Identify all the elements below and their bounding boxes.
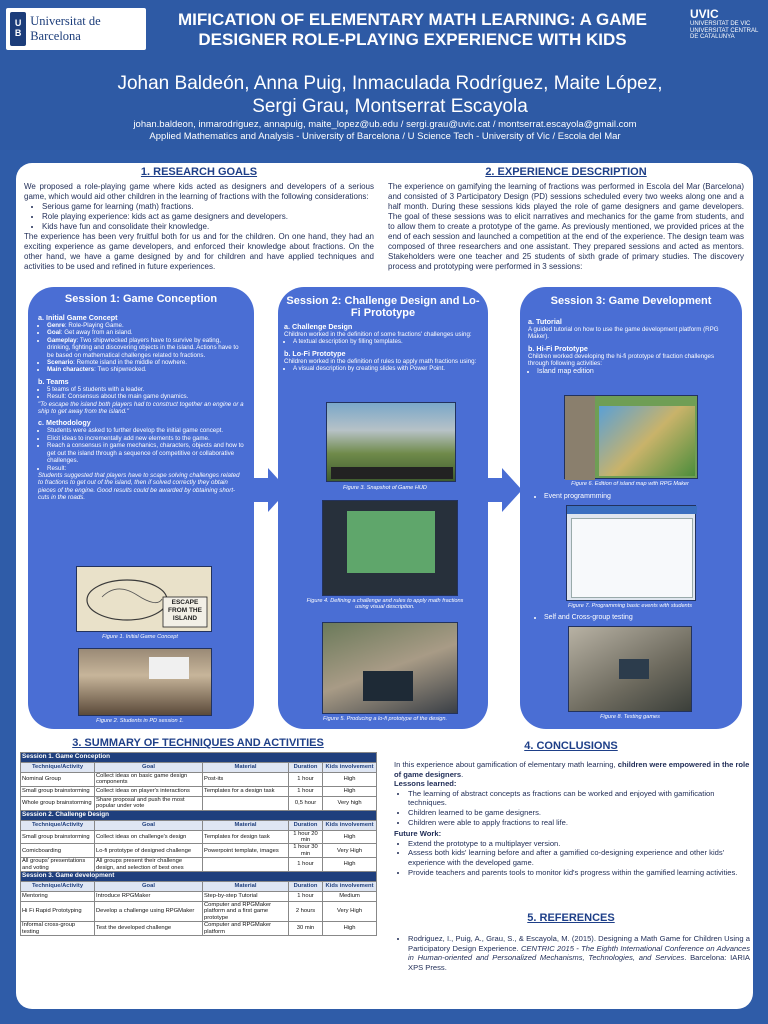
- column-header: Goal: [95, 763, 203, 773]
- table-cell: All groups' presentations and voting: [21, 858, 95, 872]
- future-work-heading: Future Work:: [394, 829, 442, 839]
- table-cell: Post-its: [203, 773, 289, 787]
- authors: Johan Baldeón, Anna Puig, Inmaculada Rodríguez, Maite López, Sergi Grau, Montserrat Escayola: [117, 73, 663, 117]
- session-row: [21, 810, 377, 820]
- escape-island-sign: ESCAPE FROM THE ISLAND: [168, 599, 202, 622]
- figure7-image: [566, 505, 696, 601]
- table-cell: Share proposal and push the most popular under vote: [95, 796, 203, 810]
- table-cell: 1 hour 20 min: [289, 830, 323, 844]
- table-cell: High: [323, 858, 377, 872]
- future-item: • Extend the prototype to a multiplayer version.: [408, 839, 750, 849]
- future-item: • Assess both kids' learning before and after a gamified co-designing experience and other kids' experience with the developed game.: [408, 848, 750, 867]
- column-header: Material: [203, 763, 289, 773]
- future-item: • Provide teachers and parents tools to monitor kid's progress within the gamified learning activities.: [408, 868, 750, 878]
- tile-palette: [565, 396, 595, 480]
- table-row: [21, 786, 377, 796]
- column-header: Material: [203, 820, 289, 830]
- table-cell: Powerpoint template, images: [203, 844, 289, 858]
- table-cell: Templates for a design task: [203, 786, 289, 796]
- table-row: [21, 830, 377, 844]
- table-cell: [203, 796, 289, 810]
- table-cell: Mentoring: [21, 892, 95, 902]
- column-header: Material: [203, 882, 289, 892]
- session2-a-text: Children worked in the definition of some fractions' challenges using:: [284, 331, 472, 338]
- ub-logo: [6, 8, 146, 50]
- references-text: [394, 934, 750, 972]
- session3-title: Session 3: Game Development: [550, 295, 712, 307]
- reference-item: • Rodriguez, I., Puig, A., Grau, S., & Escayola, M. (2015). Designing a Math Game for Children Using a Participatory Design Experience. CENTRIC 2015 - The Eighth International Conference on Advances in Human-oriented and Personalized Mechanisms, Technologies, and Services. Barcelona: IARIA XPS Press.: [408, 934, 750, 972]
- session2-title: Session 2: Challenge Design and Lo-Fi Prototype: [286, 295, 480, 319]
- figure1-caption: Figure 1. Initial Game Concept: [102, 634, 178, 640]
- table-cell: Comicboarding: [21, 844, 95, 858]
- table-cell: 0,5 hour: [289, 796, 323, 810]
- lesson-item: • The learning of abstract concepts as fractions can be worked and enjoyed with gamification techniques.: [408, 789, 750, 808]
- island-map-view: [599, 406, 695, 476]
- session1-b-heading: b. Teams: [38, 376, 69, 386]
- affiliations: Applied Mathematics and Analysis - University of Barcelona / U Science Tech - University of Vic / Escola del Mar: [149, 131, 621, 142]
- ub-shield-icon: U B: [10, 12, 26, 46]
- goal-item: • Kids have fun and consolidate their knowledge.: [42, 222, 374, 232]
- goal-item: • Role playing experience: kids act as game designers and developers.: [42, 212, 374, 222]
- table-header-row: [21, 763, 377, 773]
- session3-item2: • Event programmming: [544, 493, 611, 500]
- table-cell: Computer and RPGMaker platform: [203, 922, 289, 936]
- lesson-item: • Children were able to apply fractions to real life.: [408, 818, 750, 828]
- research-goals-heading: 1. RESEARCH GOALS: [140, 166, 258, 178]
- conclusions-text: In this experience about gamification of elementary math learning, children were empowered in the role of game designers. Lessons learned: • The learning of abstract concepts as fractions can be worked and enjoyed with gamification techniques. • Children learned to be game designers. • Children were able to apply fractions to real life. Future Work: • Extend the prototype to a multiplayer version. • Assess both kids' learning before and after a gamified co-designing experience and other kids' experience with the developed game. • Provide teachers and parents tools to monitor kid's progress within the gamified learning activities.: [394, 760, 750, 877]
- monitor: [619, 659, 649, 679]
- column-header: Technique/Activity: [21, 882, 95, 892]
- table-cell: High: [323, 922, 377, 936]
- figure2-photo: [78, 648, 212, 716]
- column-header: Kids involvement: [323, 820, 377, 830]
- figure5-caption: Figure 5. Producing a lo-fi prototype of the design.: [322, 716, 448, 722]
- table-cell: Test the developed challenge: [95, 922, 203, 936]
- session-row-label: Session 3. Game development: [21, 872, 377, 882]
- author-emails: johan.baldeon, inmarodriguez, annapuig, maite_lopez@ub.edu / sergi.grau@uvic.cat / montserrat.escayola@gmail.com: [133, 119, 637, 130]
- session2-a-list: • A textual description by filling templates.: [293, 338, 482, 345]
- table-header-row: [21, 820, 377, 830]
- column-header: Goal: [95, 882, 203, 892]
- figure8-caption: Figure 8. Testing games: [600, 714, 660, 720]
- session3-b-text: Children worked developing the hi-fi prototype of fraction challenges through following activities:: [528, 352, 715, 368]
- figure4-caption: Figure 4. Defining a challenge and rules to apply math fractions using visual description.: [306, 598, 464, 610]
- column-header: Duration: [289, 882, 323, 892]
- table-cell: Develop a challenge using RPGMaker: [95, 902, 203, 922]
- table-cell: Medium: [323, 892, 377, 902]
- table-cell: Lo-fi prototype of designed challenge: [95, 844, 203, 858]
- column-header: Kids involvement: [323, 763, 377, 773]
- table-row: [21, 922, 377, 936]
- table-cell: 1 hour: [289, 786, 323, 796]
- game-hud-bar: [331, 467, 453, 479]
- table-cell: Small group brainstorming: [21, 786, 95, 796]
- table-cell: Small group brainstorming: [21, 830, 95, 844]
- column-header: Technique/Activity: [21, 820, 95, 830]
- session-row-label: Session 1. Game Conception: [21, 753, 377, 763]
- session2-a-heading: a. Challenge Design: [284, 322, 353, 331]
- table-cell: High: [323, 773, 377, 787]
- table-cell: 30 min: [289, 922, 323, 936]
- session3-a-text: A guided tutorial on how to use the game development platform (RPG Maker).: [528, 326, 719, 341]
- table-cell: 1 hour: [289, 892, 323, 902]
- table-cell: Templates for design task: [203, 830, 289, 844]
- event-editor: [571, 518, 693, 598]
- session1-c-list: • Students were asked to further develop the initial game concept. • Elicit ideas to incrementally add new elements to the game. • Reach a consensus in game mechanics, characters, objects and how to get out the island through a sequence of competitive or collaborative challenges. • Result:: [47, 427, 244, 471]
- table-cell: Step-by-step Tutorial: [203, 892, 289, 902]
- references-heading: 5. REFERENCES: [527, 912, 615, 924]
- summary-table: [20, 752, 377, 936]
- table-cell: Very High: [323, 844, 377, 858]
- table-cell: Informal cross-group testing: [21, 922, 95, 936]
- window-titlebar: [567, 506, 697, 514]
- figure2-caption: Figure 2. Students in PD session 1.: [96, 718, 184, 724]
- table-cell: 1 hour 30 min: [289, 844, 323, 858]
- session1-c-heading: c. Methodology: [38, 418, 91, 428]
- flow-arrow-2: [502, 468, 522, 512]
- figure6-caption: Figure 6. Edition of island map with RPG Maker: [571, 481, 689, 487]
- lessons-heading: Lessons learned:: [394, 779, 457, 789]
- experience-heading: 2. EXPERIENCE DESCRIPTION: [485, 166, 647, 178]
- table-cell: Very high: [323, 796, 377, 810]
- table-header-row: [21, 882, 377, 892]
- figure7-caption: Figure 7. Programming basic events with students: [567, 603, 693, 609]
- uvic-logo: UVIC UNIVERSITAT DE VIC UNIVERSITAT CENTRAL DE CATALUNYA: [690, 7, 759, 41]
- table-cell: Computer and RPGMaker platform and a first game prototype: [203, 902, 289, 922]
- session3-b-heading: b. Hi-Fi Prototype: [528, 343, 588, 353]
- session2-b-list: • A visual description by creating slides with Power Point.: [293, 365, 482, 372]
- research-goals-text: We proposed a role-playing game where kids acted as designers and developers of a serious game, which would aid other children in the learning of fractions with the following considerations: • Serious game for learning (math) fractions. • Role playing experience: kids act as game designers and developers. • Kids have fun and consolidate their knowledge. The experience has been very fruitful both for us and for the children. On one hand, they had an exciting experience as game developers, and enforced their knowledge about fractions. On the other hand, we have a game designed by and for children and have applied techniques and activities to be used and refined in future experiences.: [24, 182, 374, 272]
- session3-item3: • Self and Cross-group testing: [544, 614, 633, 621]
- monitor-screen: [347, 511, 435, 573]
- session1-title: Session 1: Game Conception: [64, 293, 218, 305]
- figure6-image: [564, 395, 698, 479]
- goal-item: • Serious game for learning (math) fractions.: [42, 202, 374, 212]
- session-row: [21, 753, 377, 763]
- poster-header: [0, 0, 768, 150]
- figure3-image: [326, 402, 456, 482]
- session2-b-text: Children worked in the definition of rules to apply math fractions using:: [284, 357, 477, 365]
- table-cell: Very High: [323, 902, 377, 922]
- session-row-label: Session 2. Challenge Design: [21, 810, 377, 820]
- session1-a-list: • Genre: Role-Playing Game. • Goal: Get away from an island. • Gameplay: Two shipwrecked players have to survive by eating, drinking, fighting and discovering objects in the island. Actions have to be based on mathematical challenges related to fractions. • Scenario: Remote island in the middle of nowhere. • Main characters: Two shipwrecked.: [47, 322, 244, 374]
- table-cell: Collect ideas on challenge's design: [95, 830, 203, 844]
- table-row: [21, 892, 377, 902]
- table-cell: Collect ideas on player's interactions: [95, 786, 203, 796]
- table-cell: 1 hour: [289, 858, 323, 872]
- column-header: Goal: [95, 820, 203, 830]
- table-cell: [203, 858, 289, 872]
- table-row: [21, 902, 377, 922]
- session1-a-heading: a. Initial Game Concept: [38, 313, 118, 322]
- table-cell: Whole group brainstorming: [21, 796, 95, 810]
- table-cell: 1 hour: [289, 773, 323, 787]
- table-cell: Nominal Group: [21, 773, 95, 787]
- figure8-photo: [568, 626, 692, 712]
- session1-quote: "To escape the island both players had to construct together an engine or a ship to get away from the island.": [38, 400, 244, 416]
- table-cell: Collect ideas on basic game design components: [95, 773, 203, 787]
- poster-title: MIFICATION OF ELEMENTARY MATH LEARNING: A GAME DESIGNER ROLE-PLAYING EXPERIENCE WITH KIDS: [177, 10, 648, 49]
- column-header: Duration: [289, 820, 323, 830]
- session1-result: Students suggested that players have to scape solving challenges related to fractions to get out of the island, then if solved correctly they obtain pieces of the engine. Good results could be awarded by obtaining short-cuts in the roads.: [38, 471, 240, 502]
- table-row: [21, 858, 377, 872]
- projection-screen: [149, 657, 189, 679]
- column-header: Technique/Activity: [21, 763, 95, 773]
- table-cell: High: [323, 786, 377, 796]
- table-cell: 2 hours: [289, 902, 323, 922]
- session3-a-heading: a. Tutorial: [528, 317, 562, 326]
- figure4-photo: [322, 500, 458, 596]
- conclusions-heading: 4. CONCLUSIONS: [524, 740, 618, 752]
- column-header: Duration: [289, 763, 323, 773]
- summary-heading: 3. SUMMARY OF TECHNIQUES AND ACTIVITIES: [72, 737, 324, 749]
- ub-logo-text: Universitat de Barcelona: [30, 14, 101, 43]
- figure1-image: [76, 566, 212, 632]
- session2-b-heading: b. Lo-Fi Prototype: [284, 348, 346, 358]
- table-cell: Introduce RPGMaker: [95, 892, 203, 902]
- laptop-screen: [363, 671, 413, 701]
- session1-b-list: • 5 teams of 5 students with a leader. • Result: Consensus about the main game dynamics.: [47, 386, 244, 401]
- session-row: [21, 872, 377, 882]
- figure3-caption: Figure 3. Snapshot of Game HUD: [343, 485, 427, 491]
- table-cell: High: [323, 830, 377, 844]
- table-row: [21, 796, 377, 810]
- figure5-photo: [322, 622, 458, 714]
- lesson-item: • Children learned to be game designers.: [408, 808, 750, 818]
- column-header: Kids involvement: [323, 882, 377, 892]
- table-cell: All groups present their challenge design, and selection of best ones: [95, 858, 203, 872]
- table-cell: Hi Fi Rapid Prototyping: [21, 902, 95, 922]
- experience-text: The experience on gamifying the learning of fractions was performed in Escola del Mar (Barcelona) and consisted of 3 Participatory Design (PD) sessions scheduled every two weeks along one and a half month. During these sessions kids played the role of game designers and game developers. The goal of these sessions was to elicit narratives and mechanics for the game from students, and to allow them to create a prototype of the game. As previously mentioned, we provided prices at the end of each session and launched a competition at the end of the experience. The design team was composed of three researchers and one assistant. They prepared sessions and acted as mentors. Stakeholders were one teacher and 25 students of sixth grade of primary studies. The discovery process and prototyping were performed in 3 sessions:: [388, 182, 744, 271]
- table-row: [21, 844, 377, 858]
- session3-item1: • Island map edition: [537, 368, 734, 375]
- table-row: [21, 773, 377, 787]
